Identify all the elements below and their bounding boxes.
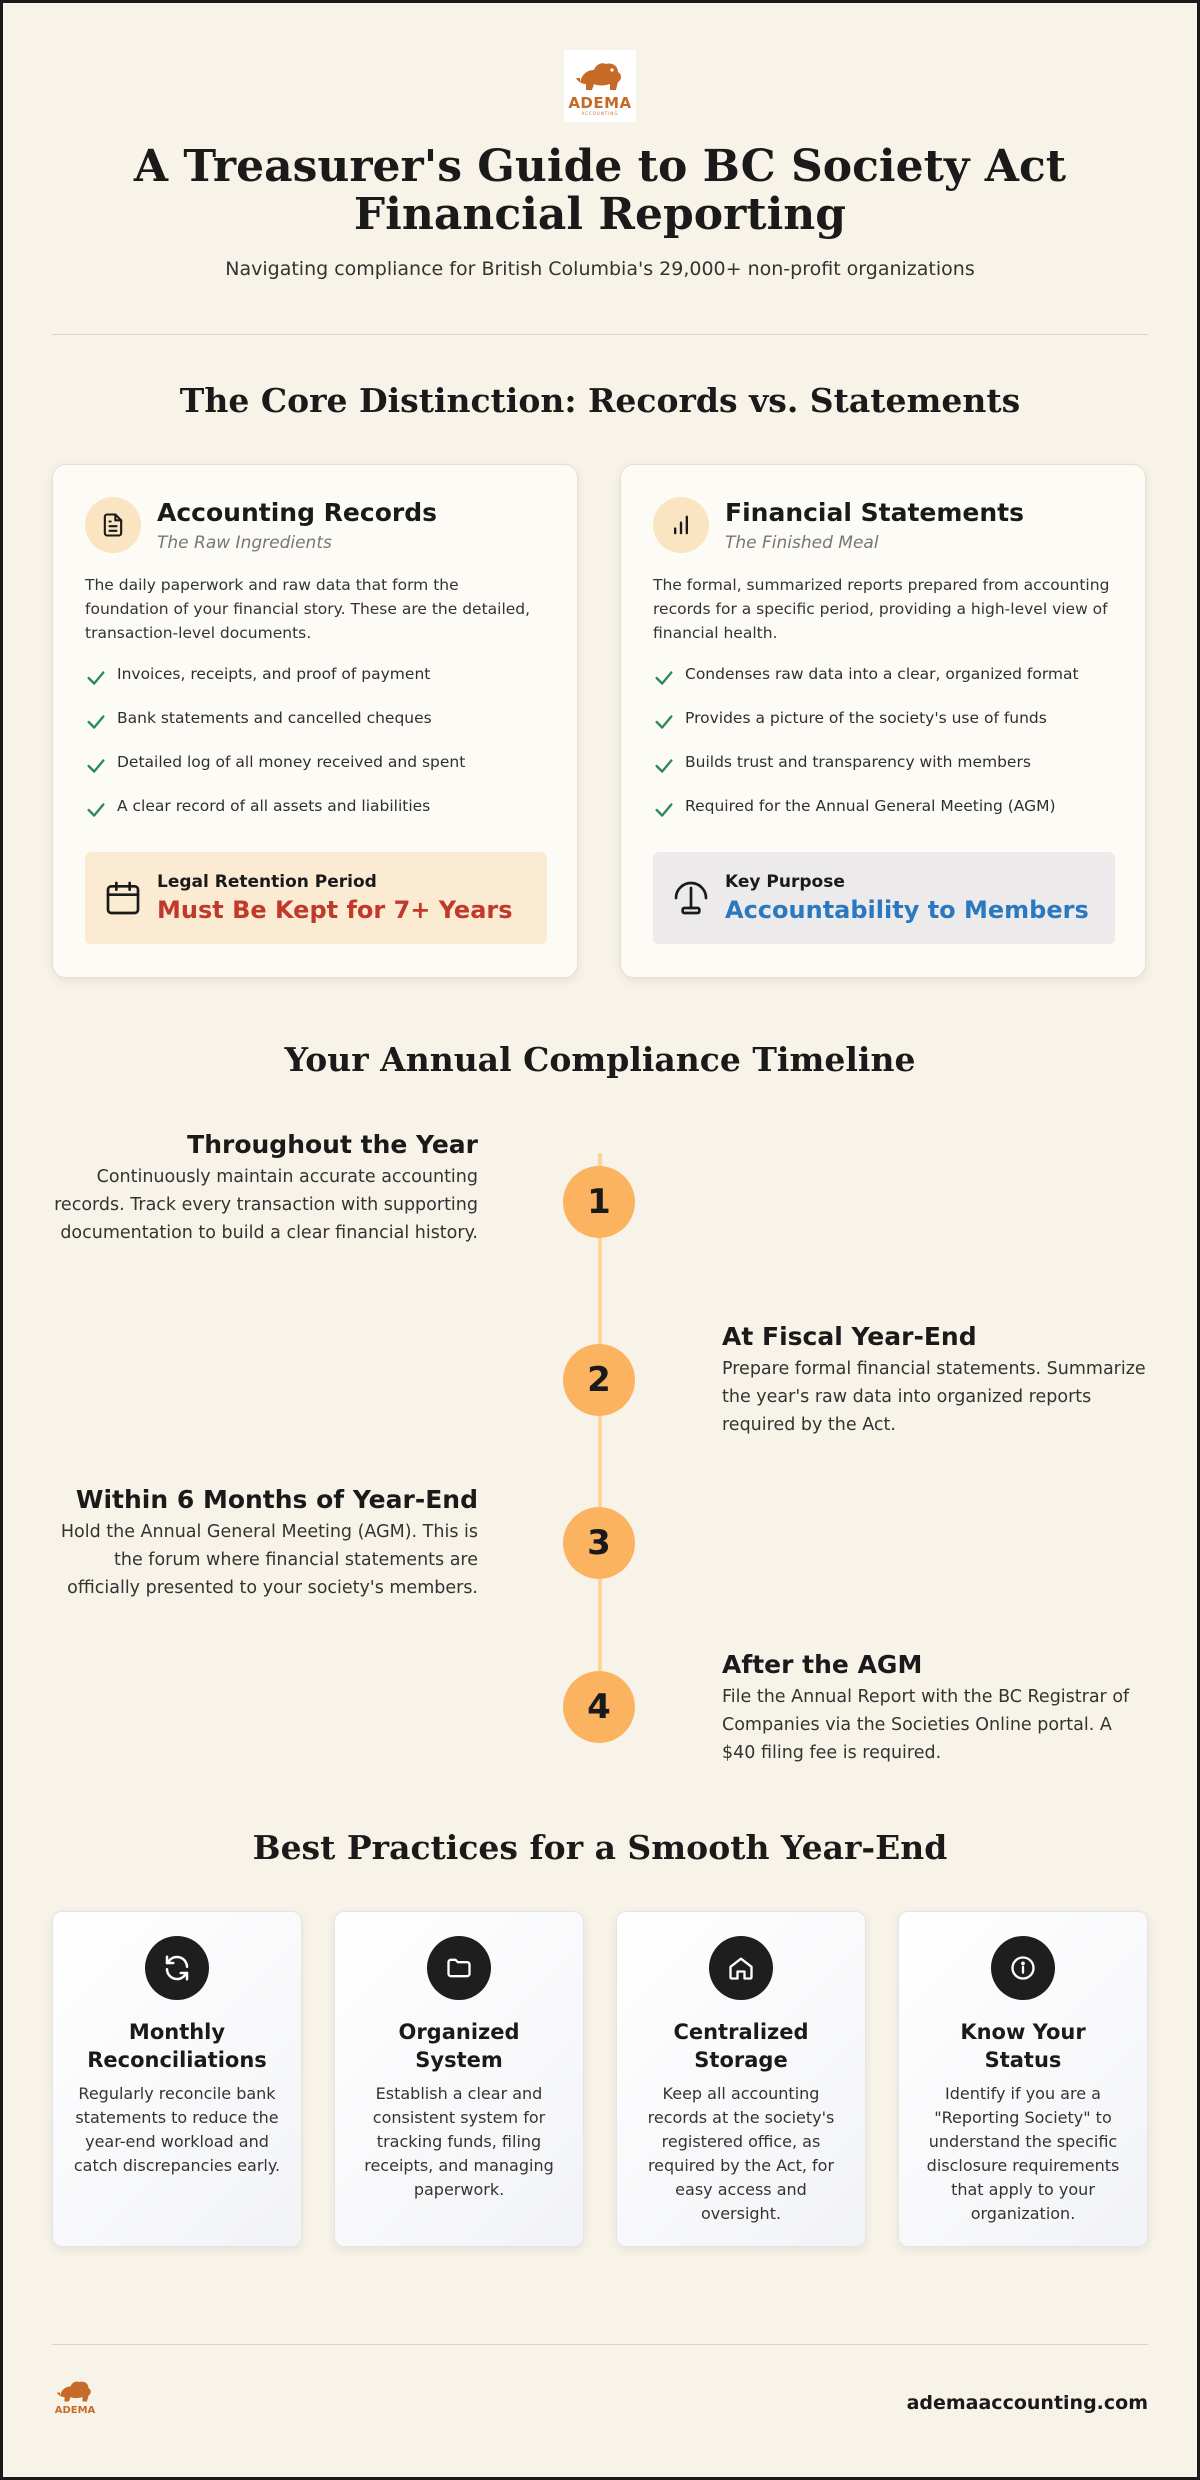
- section-title-core: The Core Distinction: Records vs. Statements: [179, 381, 1021, 420]
- card-description: The formal, summarized reports prepared from accounting records for a specific period, providing a high-level view of financial health.: [653, 576, 1110, 642]
- check-icon: [653, 711, 675, 733]
- practice-text: Regularly reconcile bank statements to reduce the year-end workload and catch discrepancies early.: [73, 2084, 281, 2175]
- list-item: [85, 665, 555, 709]
- callout-value: Accountability to Members: [725, 896, 1089, 924]
- check-icon: [85, 755, 107, 777]
- practice-text: Keep all accounting records at the society's registered office, as required by the Act, for easy access and oversight.: [647, 2084, 835, 2223]
- list-item-text: Provides a picture of the society's use of funds: [685, 709, 1047, 727]
- list-item: [85, 709, 555, 753]
- timeline-step-title: After the AGM: [722, 1650, 923, 1679]
- info-icon: [991, 1936, 1055, 2000]
- records-list: [85, 665, 555, 841]
- list-item: [653, 709, 1123, 753]
- check-icon: [85, 799, 107, 821]
- financial-statements-card: [620, 464, 1146, 978]
- calendar-icon: [103, 878, 143, 918]
- practice-title: Centralized Storage: [673, 2020, 809, 2072]
- timeline-step-text: Prepare formal financial statements. Summarize the year's raw data into organized reports required by the Act.: [722, 1359, 1146, 1435]
- list-item: [85, 753, 555, 797]
- list-item-text: Bank statements and cancelled cheques: [117, 709, 432, 727]
- timeline-step-title: Throughout the Year: [187, 1130, 478, 1159]
- practice-card-storage: [616, 1911, 866, 2247]
- card-header: [653, 497, 1024, 553]
- timeline-step-title: Within 6 Months of Year-End: [75, 1485, 478, 1514]
- document-icon: [85, 497, 141, 553]
- timeline-step-number: 3: [563, 1507, 635, 1579]
- timeline-step-text: Continuously maintain accurate accounting records. Track every transaction with supporting documentation to build a clear financial history.: [54, 1167, 478, 1243]
- accounting-records-card: [52, 464, 578, 978]
- page-subtitle: Navigating compliance for British Columbia's 29,000+ non-profit organizations: [225, 258, 975, 280]
- folder-icon: [427, 1936, 491, 2000]
- timeline-step-text: File the Annual Report with the BC Registrar of Companies via the Societies Online portal. A $40 filing fee is required.: [722, 1687, 1130, 1763]
- callout-label: Legal Retention Period: [157, 872, 377, 892]
- page-title: A Treasurer's Guide to BC Society Act Financial Reporting: [133, 141, 1067, 240]
- practice-text: Establish a clear and consistent system for tracking funds, filing receipts, and managing paperwork.: [364, 2084, 554, 2199]
- practice-title: Monthly Reconciliations: [87, 2020, 267, 2072]
- timeline-step-title: At Fiscal Year-End: [722, 1322, 977, 1351]
- check-icon: [653, 799, 675, 821]
- timeline-step-text: Hold the Annual General Meeting (AGM). This is the forum where financial statements are officially presented to your society's members.: [60, 1522, 478, 1598]
- card-title: Financial Statements: [725, 497, 1025, 527]
- brand-logo: [564, 50, 636, 122]
- check-icon: [653, 755, 675, 777]
- practice-title: Organized System: [398, 2020, 520, 2072]
- section-title-practices: Best Practices for a Smooth Year-End: [252, 1828, 948, 1867]
- divider: [52, 334, 1148, 335]
- card-title: Accounting Records: [157, 497, 437, 527]
- practice-card-status: [898, 1911, 1148, 2247]
- podium-icon: [671, 878, 711, 918]
- card-subtitle: The Raw Ingredients: [157, 532, 332, 553]
- lion-icon: [55, 2376, 95, 2406]
- check-icon: [85, 711, 107, 733]
- list-item-text: Detailed log of all money received and spent: [117, 753, 466, 771]
- check-icon: [85, 667, 107, 689]
- list-item: [653, 753, 1123, 797]
- bar-chart-icon: [653, 497, 709, 553]
- retention-callout: [85, 852, 547, 944]
- footer-logo-wordmark: ADEMA: [54, 2405, 96, 2416]
- list-item: [85, 797, 555, 841]
- logo-wordmark: ADEMA: [568, 94, 632, 112]
- list-item-text: Invoices, receipts, and proof of payment: [117, 665, 431, 683]
- timeline-step-2: [722, 1322, 1148, 1439]
- practice-card-organized: [334, 1911, 584, 2247]
- card-subtitle: The Finished Meal: [725, 532, 879, 553]
- home-icon: [709, 1936, 773, 2000]
- list-item-text: Condenses raw data into a clear, organized format: [685, 665, 1079, 683]
- timeline-step-number: 4: [563, 1671, 635, 1743]
- timeline-step-3: [52, 1485, 478, 1602]
- lion-icon: [574, 56, 626, 96]
- timeline-step-1: [52, 1130, 478, 1247]
- card-header: [85, 497, 437, 553]
- callout-value: Must Be Kept for 7+ Years: [157, 896, 513, 924]
- footer-logo: [52, 2376, 98, 2428]
- list-item-text: Builds trust and transparency with members: [685, 753, 1031, 771]
- list-item-text: Required for the Annual General Meeting (AGM): [685, 797, 1056, 815]
- timeline-step-number: 1: [563, 1166, 635, 1238]
- list-item: [653, 797, 1123, 841]
- logo-subtext: ACCOUNTING: [581, 111, 619, 116]
- practice-title: Know Your Status: [960, 2020, 1086, 2072]
- website-link[interactable]: ademaaccounting.com: [906, 2392, 1148, 2414]
- timeline-step-number: 2: [563, 1344, 635, 1416]
- callout-label: Key Purpose: [725, 872, 845, 892]
- section-title-timeline: Your Annual Compliance Timeline: [284, 1040, 916, 1079]
- practice-text: Identify if you are a "Reporting Society" to understand the specific disclosure requirements that apply to your organization.: [926, 2084, 1120, 2223]
- timeline-step-4: [722, 1650, 1148, 1767]
- list-item: [653, 665, 1123, 709]
- list-item-text: A clear record of all assets and liabilities: [117, 797, 431, 815]
- footer-divider: [52, 2344, 1148, 2345]
- purpose-callout: [653, 852, 1115, 944]
- practice-card-reconciliations: [52, 1911, 302, 2247]
- card-description: The daily paperwork and raw data that form the foundation of your financial story. These are the detailed, transaction-level documents.: [85, 576, 531, 642]
- statements-list: [653, 665, 1123, 841]
- check-icon: [653, 667, 675, 689]
- refresh-icon: [145, 1936, 209, 2000]
